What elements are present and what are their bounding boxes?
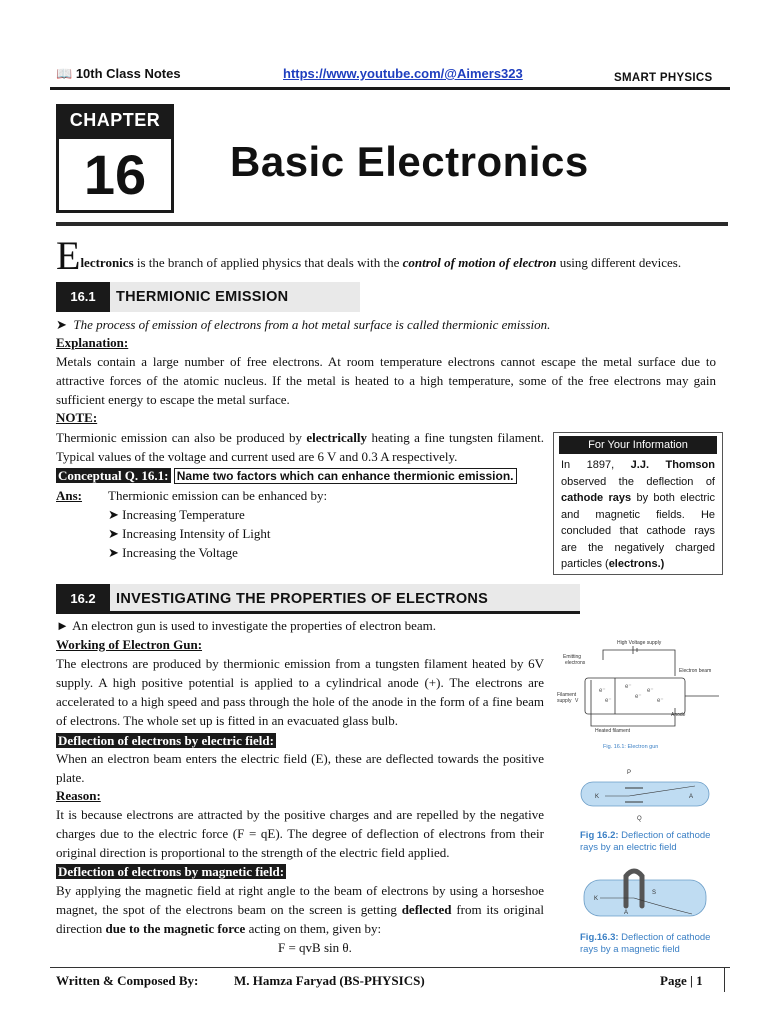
svg-text:e⁻: e⁻ [657,698,664,704]
gun-label: Working of Electron Gun: [56,637,203,652]
mfield-label: Deflection of electrons by magnetic field: [58,864,285,879]
gun-text: The electrons are produced by thermionic emission from a tungsten filament heated by 6V supply. A high positive potential is applied to a cylindrical anode (+). The electrons are accelerated to a high speed and pass through the hole of the anode in the form of a fine beam of electrons. The whole set up is fitted in an evacuated glass bulb. [56,656,544,728]
section-heading-16-2 [56,584,580,614]
fig1-beam-label: Electron beam [679,668,712,674]
question-text: Name two factors which can enhance thermionic emission. [174,468,517,484]
triangle-bullet-icon: ► [56,618,73,633]
definition: ➤ The process of emission of electrons from a hot metal surface is called thermionic emission. [56,317,551,332]
section-title: THERMIONIC EMISSION [116,289,289,305]
footer-page-number: Page | 1 [660,973,703,988]
fig3-a-label: A [624,910,629,916]
explanation-label: Explanation: [56,335,129,350]
fig1-electrons-label: electrons [565,660,586,666]
section-number: 16.1 [56,282,110,312]
svg-text:e⁻: e⁻ [605,698,612,704]
header-class-notes: 10th Class Notes [75,66,181,81]
reason-label: Reason: [56,788,101,803]
fyi-box [553,432,723,575]
fig1-anode-label: Anode [671,712,686,718]
intro-term: lectronics [80,255,134,270]
footer-rule [50,967,730,968]
conceptual-question [56,466,517,486]
fig2-p-label: P [627,770,632,776]
fig2-a-label: A [689,794,694,800]
fig1-supply-label: supply [557,698,572,704]
chapter-label: CHAPTER [56,104,174,136]
svg-text:e⁻: e⁻ [647,688,654,694]
fig2-caption: Fig 16.2: Deflection of cathode rays by an electric field [580,830,711,853]
efield-label: Deflection of electrons by electric field: [58,733,274,748]
magnetic-deflection-figure [580,866,710,926]
svg-text:e⁻: e⁻ [599,688,606,694]
book-icon: 📖 [56,66,73,81]
fyi-body: In 1897, J.J. Thomson observed the deflection of cathode rays by both electric and magnetic fields. He concluded that cathode rays are the negatively charged particles (electrons.) [561,459,715,570]
fig3-caption: Fig.16.3: Deflection of cathode rays by a magnetic field [580,932,711,955]
arrow-bullet-icon: ➤ [56,317,74,332]
intro-emphasis: control of motion of electron [402,255,557,270]
section-number: 16.2 [56,584,110,614]
efield-text: When an electron beam enters the electric field (E), these are deflected towards the positive plate. [56,751,544,785]
note-text: Thermionic emission can also be produced by electrically heating a fine tungsten filament. Typical values of the voltage and current used are 6 V and 0.3 A respectively. [56,430,544,464]
fig1-heated-label: Heated filament [595,728,631,734]
section-title: INVESTIGATING THE PROPERTIES OF ELECTRONS [116,591,489,607]
fig2-k-label: K [595,794,600,800]
electric-deflection-figure [575,762,715,822]
intro-paragraph: Electronics is the branch of applied physics that deals with the control of motion of electron using different devices. [56,233,682,278]
electron-gun-bullet: ► An electron gun is used to investigate the properties of electron beam. [56,618,437,633]
svg-text:e⁻: e⁻ [625,684,632,690]
fig3-k-label: K [594,896,599,902]
footer-divider [724,968,725,992]
chapter-title: Basic Electronics [230,138,589,185]
fig1-v-label: V [575,698,579,704]
force-formula: F = qvB sin θ. [278,940,352,955]
chapter-rule [56,222,728,226]
svg-text:e⁻: e⁻ [635,694,642,700]
question-label: Conceptual Q. 16.1: [58,468,169,483]
answer-item-1: ➤ Increasing Temperature [108,507,245,522]
fig3-s-label: S [652,890,657,896]
fig1-caption: Fig. 16.1: Electron gun [603,744,659,750]
answer-label: Ans: [56,488,83,503]
footer-written-by: Written & Composed By: [56,973,199,988]
fig2-q-label: Q [637,816,642,822]
section-heading-16-1 [56,282,360,312]
reason-text: It is because electrons are attracted by the positive charges and are repelled by the negative charges due to the electric force (F = qE). The degree of deflection of electrons from their original direction is proportional to the strength of the electric field applied. [56,807,544,860]
fig1-emitting-label: Emitting [563,654,582,660]
header-brand: SMART PHYSICS [614,72,713,84]
fig1-hv-label: High Voltage supply [617,640,662,646]
footer-author: M. Hamza Faryad (BS-PHYSICS) [234,973,425,988]
fig1-filament-label: Filament [557,692,577,698]
mfield-text: By applying the magnetic field at right angle to the beam of electrons by using a horseshoe magnet, the spot of the electrons beam on the screen is getting deflected from its original direction due to the magnetic force acting on them, given by: [56,883,544,936]
answer-intro: Thermionic emission can be enhanced by: [108,488,328,503]
youtube-link[interactable]: https://www.youtube.com/@Aimers323 [283,66,523,81]
answer-item-3: ➤ Increasing the Voltage [108,545,238,560]
chapter-number: 16 [56,136,174,213]
electron-gun-figure [555,636,725,752]
header-left [56,66,181,82]
note-label: NOTE: [56,410,98,425]
fyi-title: For Your Information [559,436,717,454]
dropcap: E [56,233,81,278]
answer-item-2: ➤ Increasing Intensity of Light [108,526,271,541]
explanation-text: Metals contain a large number of free electrons. At room temperature electrons cannot escape the metal surface due to attractive forces of the atomic nucleus. If the metal is heated to a high temperature, some of the free electrons may gain sufficient energy to escape the metal surface. [56,354,716,407]
